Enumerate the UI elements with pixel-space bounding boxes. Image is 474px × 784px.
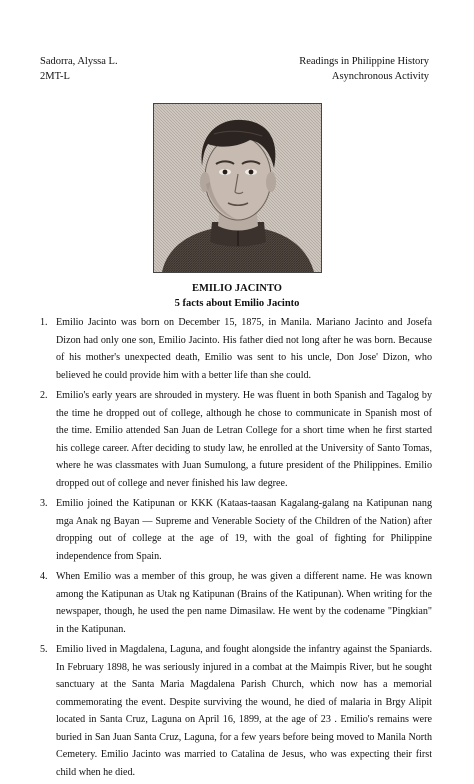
list-item: [40, 314, 432, 384]
course-title: Readings in Philippine History: [299, 56, 429, 67]
list-item-number: 5.: [40, 644, 48, 655]
facts-list: [40, 314, 432, 784]
list-item: [40, 568, 432, 638]
list-item-text: When Emilio was a member of this group, he was given a different name. He was known among the Katipunan as Utak ng Katipunan (Brains of the Katipunan). When writing for the newspaper, though, he used the pen name Dimasilaw. He went by the codename "Pingkian" in the Katipunan.: [56, 571, 432, 635]
list-item-number: 3.: [40, 498, 48, 509]
list-item: [40, 387, 432, 492]
document-title: EMILIO JACINTO: [192, 283, 282, 294]
document-subtitle: 5 facts about Emilio Jacinto: [174, 298, 300, 309]
portrait-image: [153, 103, 322, 273]
list-item-number: 1.: [40, 317, 48, 328]
list-item: [40, 495, 432, 565]
list-item-number: 4.: [40, 571, 48, 582]
list-item: [40, 641, 432, 781]
list-item-text: Emilio joined the Katipunan or KKK (Kataas-taasan Kagalang-galang na Katipunan nang mga Anak ng Bayan — Supreme and Venerable Society of the Children of the Nation) after dropping out of college at the age of 19, with the goal of fighting for Philippine independence from Spain.: [56, 498, 432, 562]
list-item-text: Emilio's early years are shrouded in mystery. He was fluent in both Spanish and Tagalog by the time he dropped out of college, although he chose to communicate in Spanish most of the time. Emilio attended San Juan de Letran College for a short time when he first started his college career. After deciding to study law, he enrolled at the University of Santo Tomas, where he was classmates with Juan Sumulong, a future president of the Philippines. Emilio dropped out of college and never finished his law degree.: [56, 390, 432, 489]
list-item-text: Emilio lived in Magdalena, Laguna, and fought alongside the infantry against the Spaniards. In February 1898, he was seriously injured in a combat at the Maimpis River, but he sought sanctuary at the Santa Maria Magdalena Parish Church, which now has a memorial commemorating the event. Despite surviving the wound, he died of malaria in Brgy Alipit located in Santa Cruz, Laguna on April 16, 1899, at the age of 23 . Emilio's remains were buried in San Juan Santa Cruz, Laguna, for a few years before being moved to Manila North Cemetery. Emilio Jacinto was married to Catalina de Jesus, who was expecting their first child when he died.: [56, 644, 432, 778]
section-code: 2MT-L: [40, 71, 70, 82]
list-item-text: Emilio Jacinto was born on December 15, 1875, in Manila. Mariano Jacinto and Josefa Dizon had only one son, Emilio Jacinto. His father died not long after he was born. Because of his mother's unexpected death, Emilio was sent to his uncle, Don Jose' Dizon, who believed he could provide him with a better life than she could.: [56, 317, 432, 381]
activity-type: Asynchronous Activity: [331, 71, 429, 82]
author-name: Sadorra, Alyssa L.: [40, 56, 118, 67]
list-item-number: 2.: [40, 390, 48, 401]
